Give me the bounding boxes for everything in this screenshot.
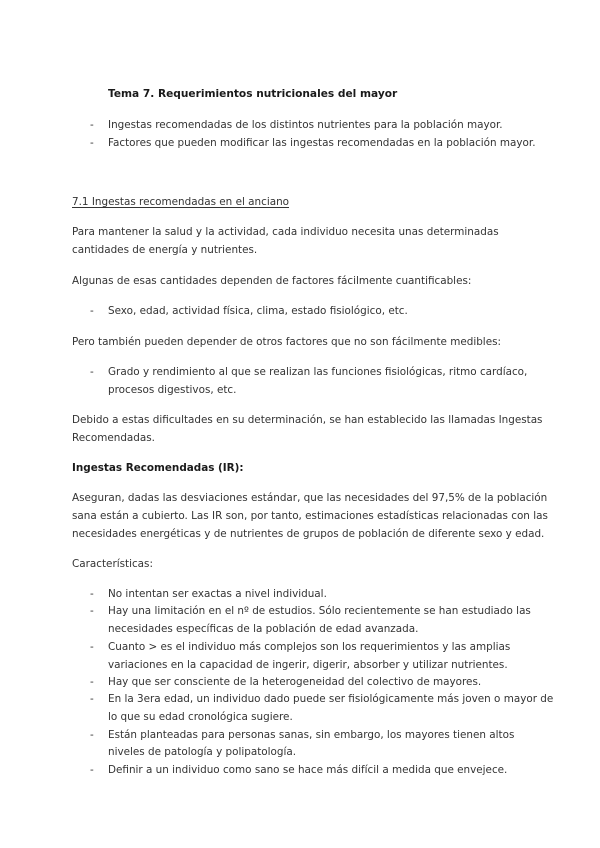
subheading-characteristics: Características: <box>72 558 153 570</box>
characteristic-item: Hay una limitación en el nº de estudios. Sólo recientemente se han estudiado las <box>108 605 531 617</box>
bullet-dash: - <box>90 366 94 378</box>
list-item: Sexo, edad, actividad física, clima, estado fisiológico, etc. <box>108 305 408 317</box>
characteristic-item: En la 3era edad, un individuo dado puede ser fisiológicamente más joven o mayor de <box>108 693 554 705</box>
characteristic-item: Definir a un individuo como sano se hace más difícil a medida que envejece. <box>108 764 508 776</box>
characteristic-item: Están planteadas para personas sanas, sin embargo, los mayores tienen altos <box>108 729 515 741</box>
paragraph-line: sana están a cubierto. Las IR son, por tanto, estimaciones estadísticas relacionadas con las <box>72 510 548 522</box>
intro-item: Ingestas recomendadas de los distintos nutrientes para la población mayor. <box>108 119 503 131</box>
paragraph-line: Debido a estas dificultades en su determinación, se han establecido las llamadas Ingestas <box>72 414 543 426</box>
characteristic-item-cont: lo que su edad cronológica sugiere. <box>108 711 293 723</box>
bullet-dash: - <box>90 588 94 600</box>
page-title: Tema 7. Requerimientos nutricionales del mayor <box>108 88 398 100</box>
characteristic-item-cont: variaciones en la capacidad de ingerir, digerir, absorber y utilizar nutrientes. <box>108 659 508 671</box>
bullet-dash: - <box>90 729 94 741</box>
paragraph-line: Pero también pueden depender de otros factores que no son fácilmente medibles: <box>72 336 502 348</box>
bullet-dash: - <box>90 693 94 705</box>
intro-item: Factores que pueden modificar las ingestas recomendadas en la población mayor. <box>108 137 536 149</box>
characteristic-item-cont: necesidades específicas de la población de edad avanzada. <box>108 623 419 635</box>
paragraph-line: Aseguran, dadas las desviaciones estándar, que las necesidades del 97,5% de la población <box>72 492 548 504</box>
paragraph-line: Recomendadas. <box>72 432 155 444</box>
bullet-dash: - <box>90 137 94 149</box>
list-item-line: Grado y rendimiento al que se realizan las funciones fisiológicas, ritmo cardíaco, <box>108 366 528 378</box>
bullet-dash: - <box>90 641 94 653</box>
paragraph-line: Algunas de esas cantidades dependen de factores fácilmente cuantificables: <box>72 275 472 287</box>
characteristic-item-cont: niveles de patología y polipatología. <box>108 746 297 758</box>
bullet-dash: - <box>90 119 94 131</box>
characteristic-item: No intentan ser exactas a nivel individual. <box>108 588 327 600</box>
characteristic-item: Hay que ser consciente de la heterogeneidad del colectivo de mayores. <box>108 676 482 688</box>
bullet-dash: - <box>90 605 94 617</box>
list-item-line: procesos digestivos, etc. <box>108 384 237 396</box>
bullet-dash: - <box>90 305 94 317</box>
characteristic-item: Cuanto > es el individuo más complejos son los requerimientos y las amplias <box>108 641 511 653</box>
section-heading: 7.1 Ingestas recomendadas en el anciano <box>72 196 290 208</box>
subheading-ir: Ingestas Recomendadas (IR): <box>72 462 244 474</box>
paragraph-line: cantidades de energía y nutrientes. <box>72 244 258 256</box>
bullet-dash: - <box>90 676 94 688</box>
paragraph-line: Para mantener la salud y la actividad, cada individuo necesita unas determinadas <box>72 226 499 238</box>
bullet-dash: - <box>90 764 94 776</box>
paragraph-line: necesidades energéticas y de nutrientes de grupos de población de diferente sexo y edad. <box>72 528 545 540</box>
